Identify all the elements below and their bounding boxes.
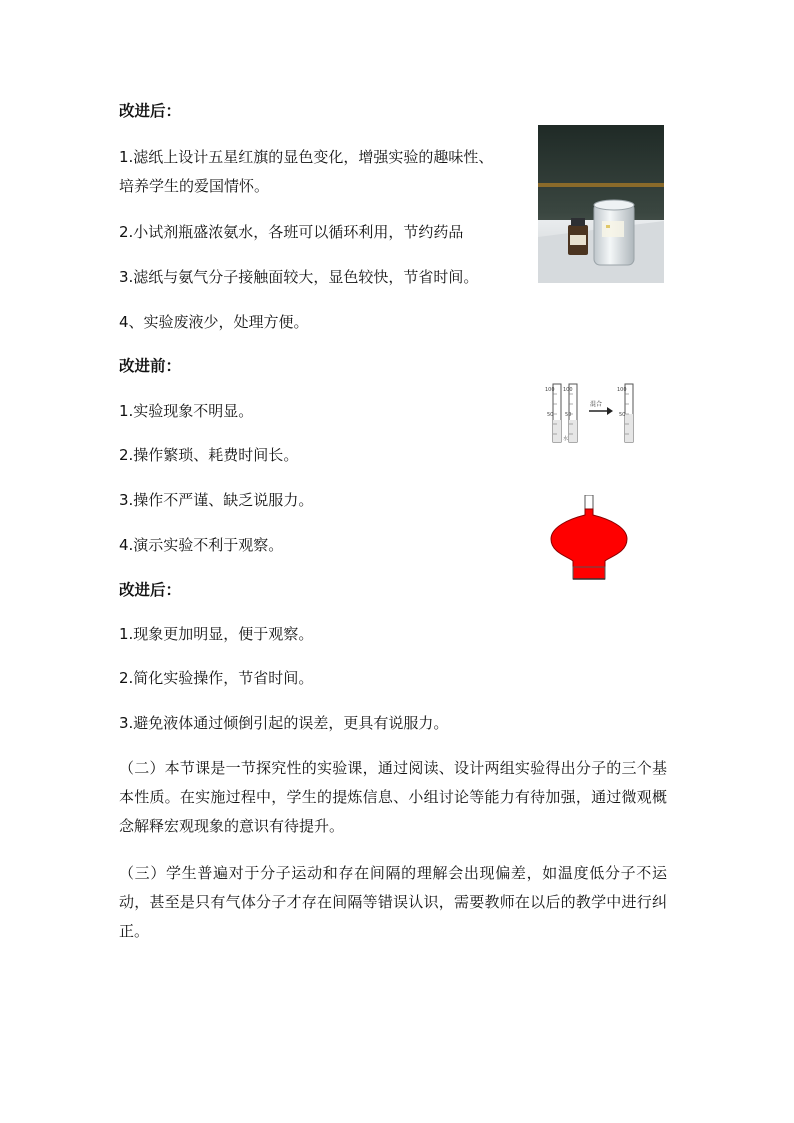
- scale-label: 50: [619, 412, 626, 418]
- list-item: 1.现象更加明显，便于观察。: [119, 625, 314, 643]
- scale-label: 100: [617, 387, 627, 393]
- list-item: 1.实验现象不明显。: [119, 402, 254, 420]
- list-item: 4.演示实验不利于观察。: [119, 536, 284, 554]
- list-item: 3.滤纸与氨气分子接触面较大，显色较快，节省时间。: [119, 268, 479, 286]
- red-flask-diagram: [549, 495, 629, 583]
- list-item: 培养学生的爱国情怀。: [119, 177, 270, 195]
- section-heading-before: 改进前：: [119, 357, 182, 375]
- mixing-cylinders-diagram: [545, 380, 645, 448]
- list-item: 2.操作繁琐、耗费时间长。: [119, 446, 299, 464]
- section-heading-improved-1: 改进后：: [119, 102, 182, 120]
- scale-label: 50: [547, 412, 554, 418]
- list-item: 1.滤纸上设计五星红旗的显色变化，增强实验的趣味性、: [119, 148, 494, 166]
- paragraph-two: （二）本节课是一节探究性的实验课，通过阅读、设计两组实验得出分子的三个基本性质。在实施过程中，学生的提炼信息、小组讨论等能力有待加强，通过微观概念解释宏观现象的意识有待提升。: [119, 759, 667, 835]
- section-heading-improved-2: 改进后：: [119, 581, 182, 599]
- list-item: 2.简化实验操作，节省时间。: [119, 669, 314, 687]
- list-item: 3.操作不严谨、缺乏说服力。: [119, 491, 314, 509]
- arrow-label: 混合: [590, 401, 603, 408]
- paragraph-three: （三）学生普遍对于分子运动和存在间隔的理解会出现偏差，如温度低分子不运动，甚至是只有气体分子才存在间隔等错误认识，需要教师在以后的教学中进行纠正。: [119, 864, 667, 940]
- arrow-icon: [607, 407, 613, 415]
- scale-label: 50: [565, 412, 572, 418]
- scale-label: 100: [545, 387, 555, 393]
- list-item: 2.小试剂瓶盛浓氨水，各班可以循环利用，节约药品: [119, 223, 464, 241]
- list-item: 4、实验废液少，处理方便。: [119, 313, 309, 331]
- water-label: 水: [563, 436, 569, 442]
- scale-label: 100: [563, 387, 573, 393]
- list-item: 3.避免液体通过倾倒引起的误差，更具有说服力。: [119, 714, 449, 732]
- experiment-photo: [538, 125, 664, 283]
